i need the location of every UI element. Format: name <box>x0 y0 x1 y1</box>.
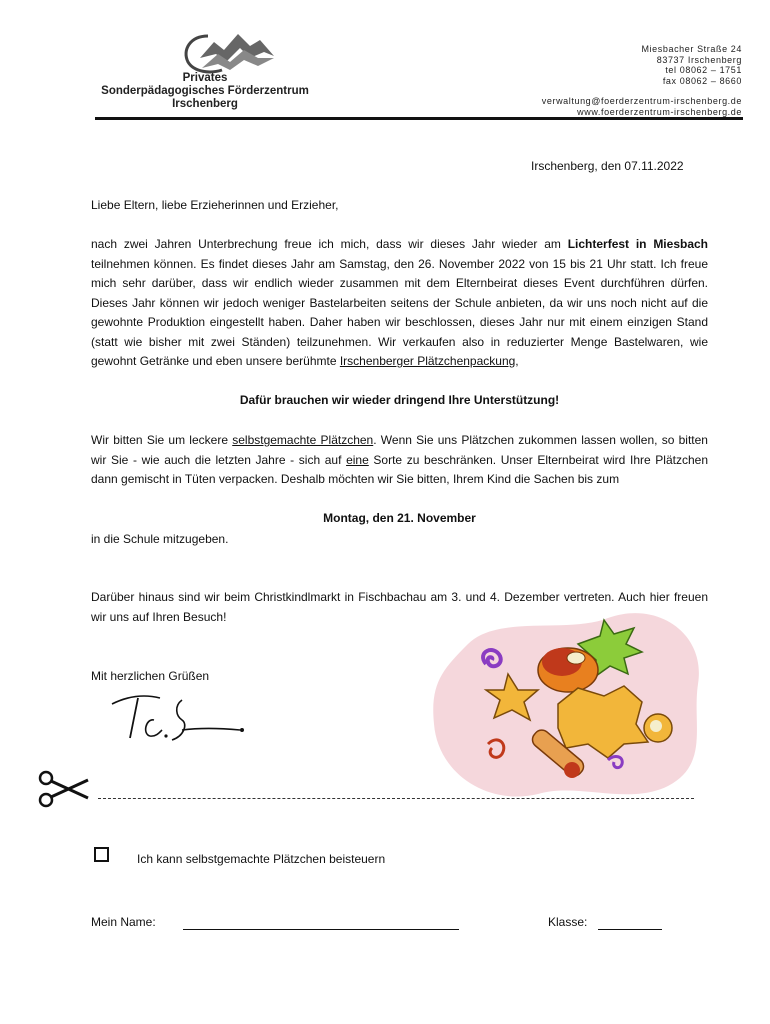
address-web[interactable]: www.foerderzentrum-irschenberg.de <box>577 106 742 117</box>
p2-underline-one: eine <box>346 452 369 467</box>
address-block <box>542 44 742 117</box>
closing-text: Mit herzlichen Grüßen <box>91 669 210 683</box>
org-line-3: Irschenberg <box>172 98 238 110</box>
org-line-2: Sonderpädagogisches Förderzentrum <box>101 85 309 97</box>
paragraph-christkindlmarkt: Darüber hinaus sind wir beim Christkindlmarkt in Fischbachau am 3. und 4. Dezember vertreten. Auch hier freuen wir uns auf Ihren Besuch! <box>91 590 708 624</box>
p2-text-b: . Wenn Sie uns Plätzchen zukommen lassen wollen, so bitten wir Sie - wie auch die letzten Jahre - sich auf <box>91 433 708 467</box>
org-line-1: Privates <box>182 72 228 84</box>
p2-text-c: Sorte zu beschränken. Unser Elternbeirat wird Ihre Plätzchen dann gemischt in Tüten verpacken. Deshalb möchten wir Sie bitten, Ihrem Kind die Sachen bis zum <box>91 452 708 486</box>
class-field-line[interactable] <box>598 929 662 930</box>
deadline-date: Montag, den 21. November <box>323 511 476 525</box>
paragraph-cookies <box>91 431 708 490</box>
paragraph-event <box>91 235 708 372</box>
address-tel: tel 08062 – 1751 <box>665 65 742 75</box>
address-email[interactable]: verwaltung@foerderzentrum-irschenberg.de <box>541 96 742 106</box>
cookies-illustration-icon <box>428 604 710 806</box>
scissors-icon <box>38 770 94 810</box>
address-street: Miesbacher Straße 24 <box>641 44 742 54</box>
address-fax: fax 08062 – 8660 <box>662 75 742 86</box>
p1-text-a: nach zwei Jahren Unterbrechung freue ich mich, dass wir dieses Jahr wieder am <box>91 237 568 251</box>
p1-underline-cookies: Irschenberger Plätzchenpackung <box>339 354 516 368</box>
address-city: 83737 Irschenberg <box>656 54 742 65</box>
name-label: Mein Name: <box>91 915 156 929</box>
p2-underline-homemade: selbstgemachte Plätzchen <box>232 433 374 447</box>
header-rule <box>95 117 743 120</box>
p1-bold-event: Lichterfest in Miesbach <box>567 237 708 251</box>
cut-line <box>98 798 694 799</box>
letter-date: Irschenberg, den 07.11.2022 <box>531 159 684 173</box>
cookies-checkbox-label: Ich kann selbstgemachte Plätzchen beisteuern <box>137 852 386 866</box>
after-deadline-text: in die Schule mitzugeben. <box>91 532 229 546</box>
support-heading: Dafür brauchen wir wieder dringend Ihre Unterstützung! <box>239 393 560 407</box>
p1-text-b: teilnehmen können. Es findet dieses Jahr am Samstag, den 26. November 2022 von 15 bis 21 Uhr statt. Ich freue mich sehr darüber, dass wir endlich wieder zusammen mit dem Elternbeirat dieses Event durchführen dürfen. Dieses Jahr können wir jedoch weniger Bastelarbeiten seitens der Schule anbieten, da wir uns noch nicht auf die gewohnte Produktion eingestellt haben. Daher haben wir beschlossen, dieses Jahr nur mit einem einzigen Stand (statt wie bisher mit zwei Ständen) teilzunehmen. Wir verkaufen also in reduzierter Menge Bastelwaren, wie gewohnt Getränke und eben unsere berühmte <box>91 256 708 368</box>
letter-greeting: Liebe Eltern, liebe Erzieherinnen und Erzieher, <box>91 198 339 212</box>
class-label: Klasse: <box>548 915 588 929</box>
p1-text-c: , <box>515 354 519 368</box>
organization-name <box>95 72 315 111</box>
name-field-line[interactable] <box>183 929 459 930</box>
cookies-checkbox[interactable] <box>94 847 109 862</box>
signature-icon <box>108 690 268 750</box>
p2-text-a: Wir bitten Sie um leckere <box>91 433 233 447</box>
